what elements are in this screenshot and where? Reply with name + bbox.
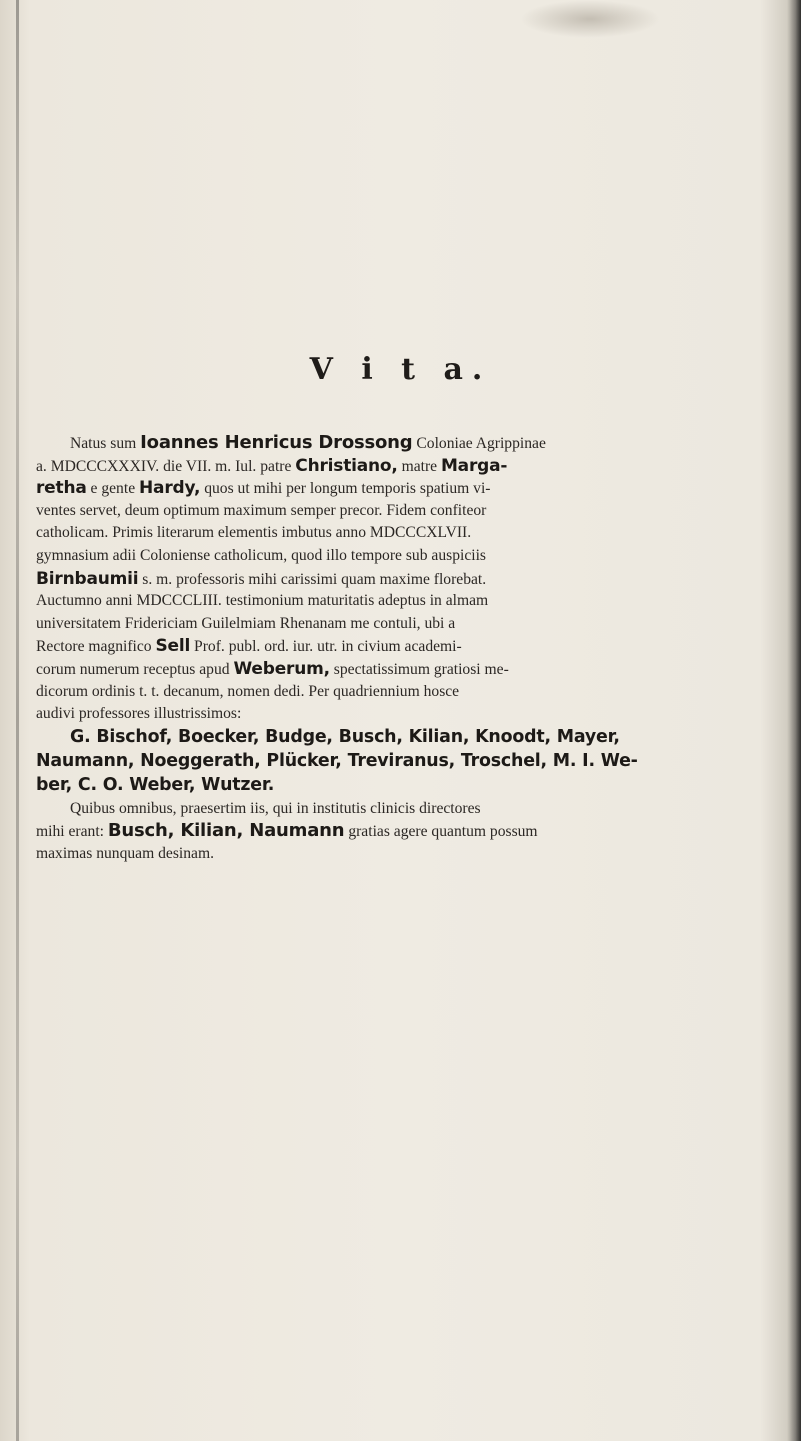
text-run: quos ut mihi per longum temporis spatium vi- — [200, 480, 491, 498]
page-edge-shadow — [787, 0, 801, 1441]
text-line — [36, 635, 756, 658]
text-run: s. m. professoris mihi carissimi quam maxime florebat. — [138, 570, 487, 588]
text-run: Prof. publ. ord. iur. utr. in civium academi- — [190, 638, 462, 656]
names-line: Naumann, Noeggerath, Plücker, Treviranus, Troschel, M. I. We- — [36, 750, 638, 771]
text-line — [36, 568, 756, 591]
vita-body — [36, 432, 756, 866]
names-line: ber, C. O. Weber, Wutzer. — [36, 774, 275, 795]
binding-edge — [16, 0, 19, 1441]
text-line — [36, 798, 756, 821]
text-run: Coloniae Agrippinae — [412, 435, 546, 452]
text-run: Natus sum — [70, 435, 141, 452]
text-run: spectatissimum gratiosi me- — [329, 660, 509, 678]
text-run: e gente — [86, 480, 140, 498]
professor-names — [36, 726, 756, 798]
text-run: a. MDCCCXXXIV. die VII. m. Iul. patre — [36, 457, 296, 475]
text-line — [36, 477, 756, 500]
text-line — [36, 455, 756, 478]
text-run: audivi professores illustrissimos: — [36, 705, 242, 723]
text-run: gymnasium adii Coloniense catholicum, quod illo tempore sub auspiciis — [36, 546, 486, 564]
text-run: maximas nunquam desinam. — [36, 844, 214, 862]
text-run: universitatem Fridericiam Guilelmiam Rhenanam me contuli, ubi a — [36, 614, 456, 632]
text-line — [36, 432, 756, 455]
text-run: matre — [397, 457, 441, 475]
text-line — [36, 843, 756, 866]
text-run: catholicam. Primis literarum elementis imbutus anno MDCCCXLVII. — [36, 524, 472, 542]
text-line — [36, 613, 756, 636]
text-line — [36, 703, 756, 726]
paragraph-main — [36, 432, 756, 726]
paragraph-closing — [36, 798, 756, 866]
text-line — [36, 590, 756, 613]
text-run: Rectore magnifico — [36, 638, 156, 656]
bold-name: retha — [36, 478, 87, 499]
bold-name: Weberum, — [233, 658, 330, 679]
text-line — [36, 545, 756, 568]
text-run: Quibus omnibus, praesertim iis, qui in institutis clinicis directores — [70, 799, 481, 817]
bold-name: Christiano, — [295, 455, 398, 476]
page-title: V i t a. — [309, 352, 492, 387]
text-run: Auctumno anni MDCCCLIII. testimonium maturitatis adeptus in almam — [36, 592, 489, 610]
names-line: G. Bischof, Boecker, Budge, Busch, Kilian, Knoodt, Mayer, — [70, 726, 620, 747]
text-run: gratias agere quantum possum — [344, 823, 538, 841]
text-run: corum numerum receptus apud — [36, 660, 234, 678]
bold-name: Birnbaumii — [36, 568, 139, 589]
text-line — [36, 522, 756, 545]
bold-name: Busch, Kilian, Naumann — [107, 820, 345, 842]
text-run: dicorum ordinis t. t. decanum, nomen dedi. Per quadriennium hosce — [36, 682, 460, 700]
bold-name: Marga- — [440, 455, 508, 476]
text-line — [36, 820, 756, 843]
bold-name: Hardy, — [139, 478, 201, 499]
text-line — [36, 500, 756, 523]
text-run: mihi erant: — [36, 823, 108, 841]
text-line — [36, 658, 756, 681]
text-line — [36, 681, 756, 704]
text-run: ventes servet, deum optimum maximum semper precor. Fidem confiteor — [36, 501, 487, 519]
paper-stain — [520, 0, 660, 38]
bold-name: Ioannes Henricus Drossong — [140, 432, 413, 453]
bold-name: Sell — [155, 636, 191, 657]
